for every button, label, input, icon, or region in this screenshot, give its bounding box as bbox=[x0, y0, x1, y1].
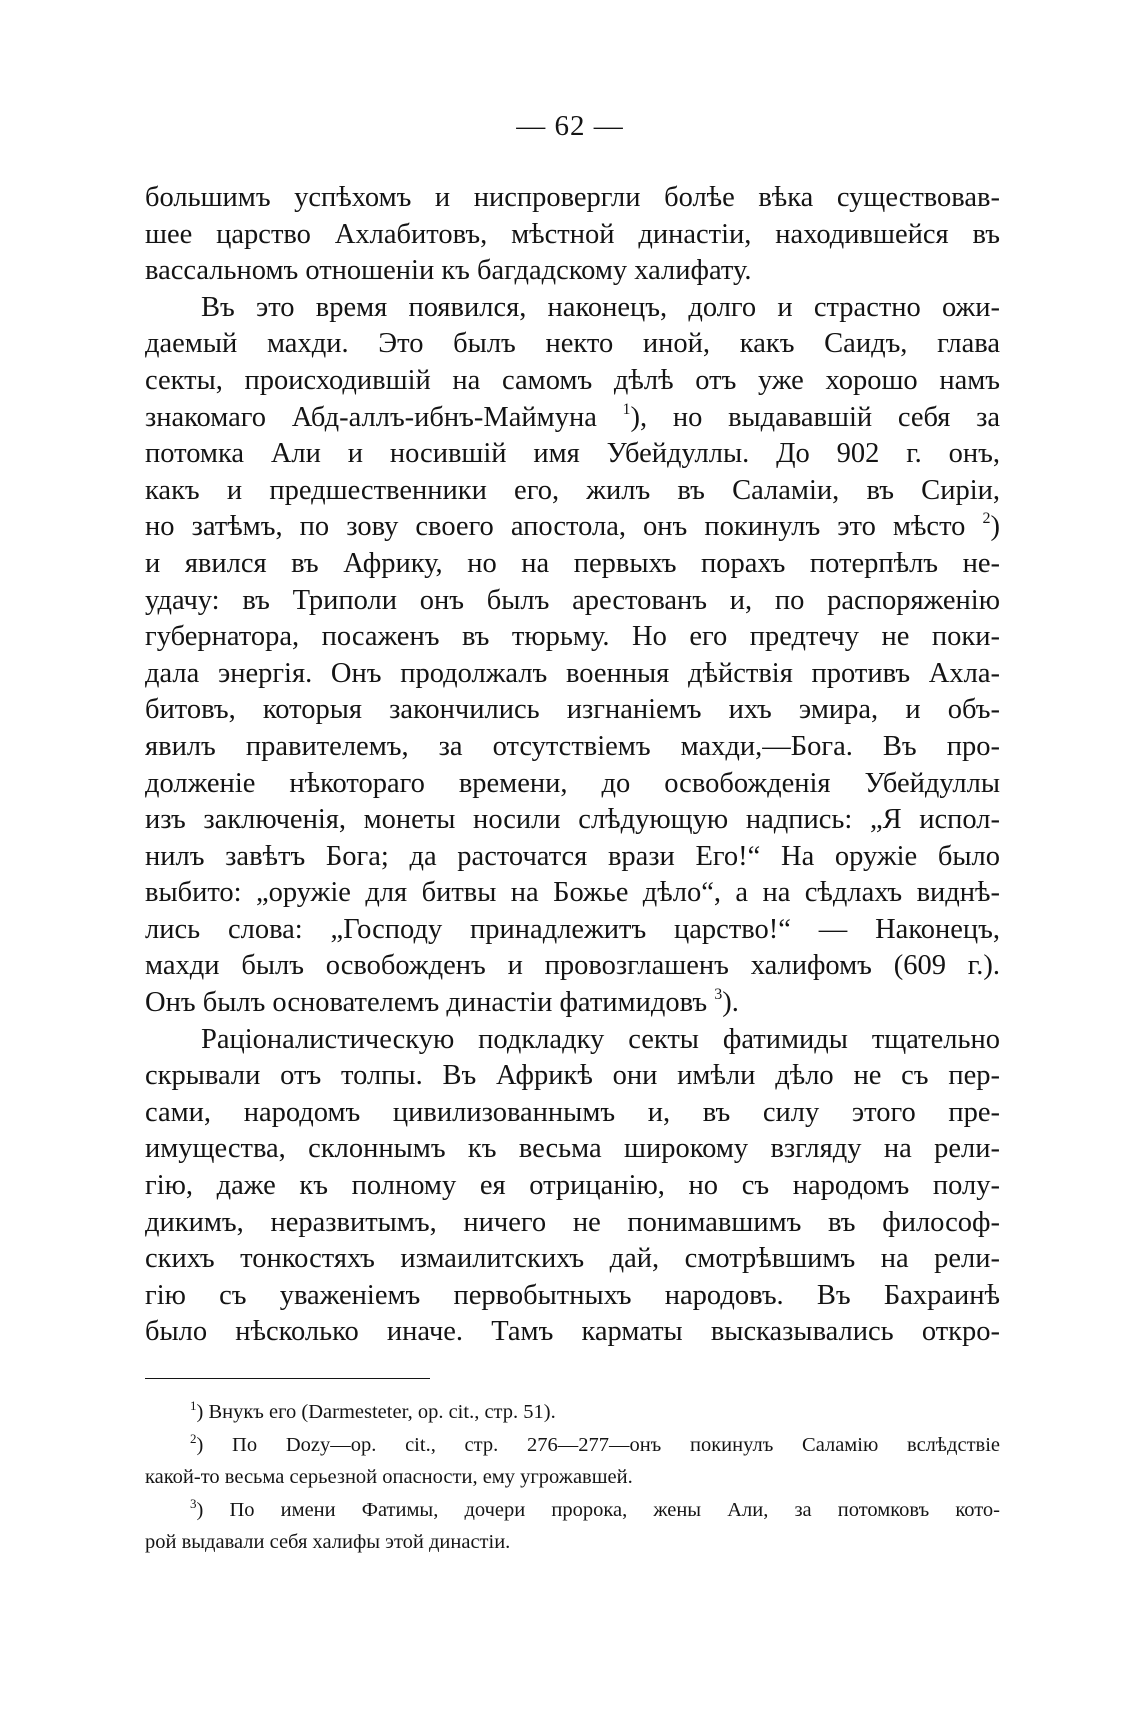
text-line: какъ и предшественники его, жилъ въ Саламіи, въ Сиріи, bbox=[145, 474, 1000, 506]
text-line: потомка Али и носившій имя Убейдуллы. До 902 г. онъ, bbox=[145, 438, 1000, 470]
footnote-marker: 2 bbox=[190, 1430, 197, 1446]
text-line: битовъ, которыя закончились изгнаніемъ ихъ эмира, и объ- bbox=[145, 694, 1000, 726]
footnote-ref-1: 1 bbox=[622, 400, 631, 418]
text-line: удачу: въ Триполи онъ былъ арестованъ и, по распоряженію bbox=[145, 584, 1000, 616]
text-line: нилъ завѣтъ Бога; да расточатся врази Его!“ На оружіе было bbox=[145, 840, 1000, 872]
footnote-marker: 1 bbox=[190, 1398, 197, 1413]
footnote-ref-3: 3 bbox=[714, 986, 723, 1004]
text-line: махди былъ освобожденъ и провозглашенъ халифомъ (609 г.). bbox=[145, 950, 1000, 982]
footnote-2 bbox=[145, 1429, 1000, 1462]
text-line: Въ это время появился, наконецъ, долго и страстно ожи- bbox=[201, 291, 1000, 323]
footnote-text: ) По имени Фатимы, дочери пророка, жены Али, за потомковъ кото- bbox=[196, 1498, 1000, 1521]
text-line: имущества, склоннымъ къ весьма широкому взгляду на рели- bbox=[145, 1133, 1000, 1165]
text-line bbox=[145, 509, 1000, 546]
text-line: явилъ правителемъ, за отсутствіемъ махди,—Бога. Въ про- bbox=[145, 730, 1000, 762]
page-number: — 62 — bbox=[516, 110, 624, 142]
text-line: и явился въ Африку, но на первыхъ порахъ потерпѣлъ не- bbox=[145, 547, 1000, 579]
footnotes bbox=[145, 1396, 1000, 1559]
main-text bbox=[145, 180, 1000, 1351]
text-line: выбито: „оружіе для битвы на Божье дѣло“, а на сѣдлахъ виднѣ- bbox=[145, 877, 1000, 909]
text-fragment: Онъ былъ основателемъ династіи фатимидовъ bbox=[145, 987, 708, 1019]
text-line: скихъ тонкостяхъ измаилитскихъ дай, смотрѣвшимъ на рели- bbox=[145, 1243, 1000, 1275]
text-line: изъ заключенія, монеты носили слѣдующую надпись: „Я испол- bbox=[145, 804, 1000, 836]
footnote-text: ) Внукъ его (Darmesteter, op. cit., стр. 51). bbox=[196, 1401, 556, 1423]
text-line: дала энергія. Онъ продолжалъ военныя дѣйствія противъ Ахла- bbox=[145, 657, 1000, 689]
footnote-ref-2: 2 bbox=[982, 510, 991, 528]
text-line: лись слова: „Господу принадлежитъ царство!“ — Наконецъ, bbox=[145, 913, 1000, 945]
text-fragment: ) bbox=[990, 511, 1000, 543]
text-line: было нѣсколько иначе. Тамъ карматы высказывались откро- bbox=[145, 1316, 1000, 1348]
text-line: даемый махди. Это былъ некто иной, какъ Саидъ, глава bbox=[145, 328, 1000, 360]
text-line: губернатора, посаженъ въ тюрьму. Но его предтечу не поки- bbox=[145, 621, 1000, 653]
text-line: гію, даже къ полному ея отрицанію, но съ народомъ полу- bbox=[145, 1170, 1000, 1202]
text-line: Раціоналистическую подкладку секты фатимиды тщательно bbox=[201, 1023, 1000, 1055]
footnote-marker: 3 bbox=[190, 1495, 197, 1511]
text-line: гію съ уваженіемъ первобытныхъ народовъ. Въ Бахраинѣ bbox=[145, 1279, 1000, 1311]
footnote-text: рой выдавали себя халифы этой династіи. bbox=[145, 1531, 511, 1553]
text-fragment: но затѣмъ, по зову своего апостола, онъ покинулъ это мѣсто bbox=[145, 511, 966, 543]
footnote-1 bbox=[145, 1396, 1000, 1429]
text-line bbox=[145, 400, 1000, 437]
footnote-3-continued bbox=[145, 1526, 1000, 1559]
text-fragment: ). bbox=[722, 987, 739, 1019]
text-line: скрывали отъ толпы. Въ Африкѣ они имѣли дѣло не съ пер- bbox=[145, 1060, 1000, 1092]
text-line bbox=[145, 985, 1000, 1022]
text-line: сами, народомъ цивилизованнымъ и, въ силу этого пре- bbox=[145, 1096, 1000, 1128]
text-line: шее царство Ахлабитовъ, мѣстной династіи, находившейся въ bbox=[145, 218, 1000, 250]
text-line: большимъ успѣхомъ и ниспровергли болѣе вѣка существовав- bbox=[145, 182, 1000, 213]
text-line: долженіе нѣкотораго времени, до освобожденія Убейдуллы bbox=[145, 767, 1000, 799]
text-line: секты, происходившій на самомъ дѣлѣ отъ уже хорошо намъ bbox=[145, 364, 1000, 396]
text-fragment: ), но выдававшій себя за bbox=[630, 401, 1000, 433]
text-fragment: знакомаго Абд-аллъ-ибнъ-Маймуна bbox=[145, 401, 597, 433]
footnote-text: какой-то весьма серьезной опасности, ему угрожавшей. bbox=[145, 1466, 633, 1488]
text-line: вассальномъ отношеніи къ багдадскому халифату. bbox=[145, 255, 752, 287]
footnote-3 bbox=[145, 1494, 1000, 1527]
text-line: дикимъ, неразвитымъ, ничего не понимавшимъ въ философ- bbox=[145, 1206, 1000, 1238]
footnote-divider bbox=[145, 1378, 430, 1379]
footnote-2-continued bbox=[145, 1461, 1000, 1494]
footnote-text: ) По Dozy—op. cit., стр. 276—277—онъ покинулъ Саламію вслѣдствіе bbox=[196, 1433, 1000, 1456]
